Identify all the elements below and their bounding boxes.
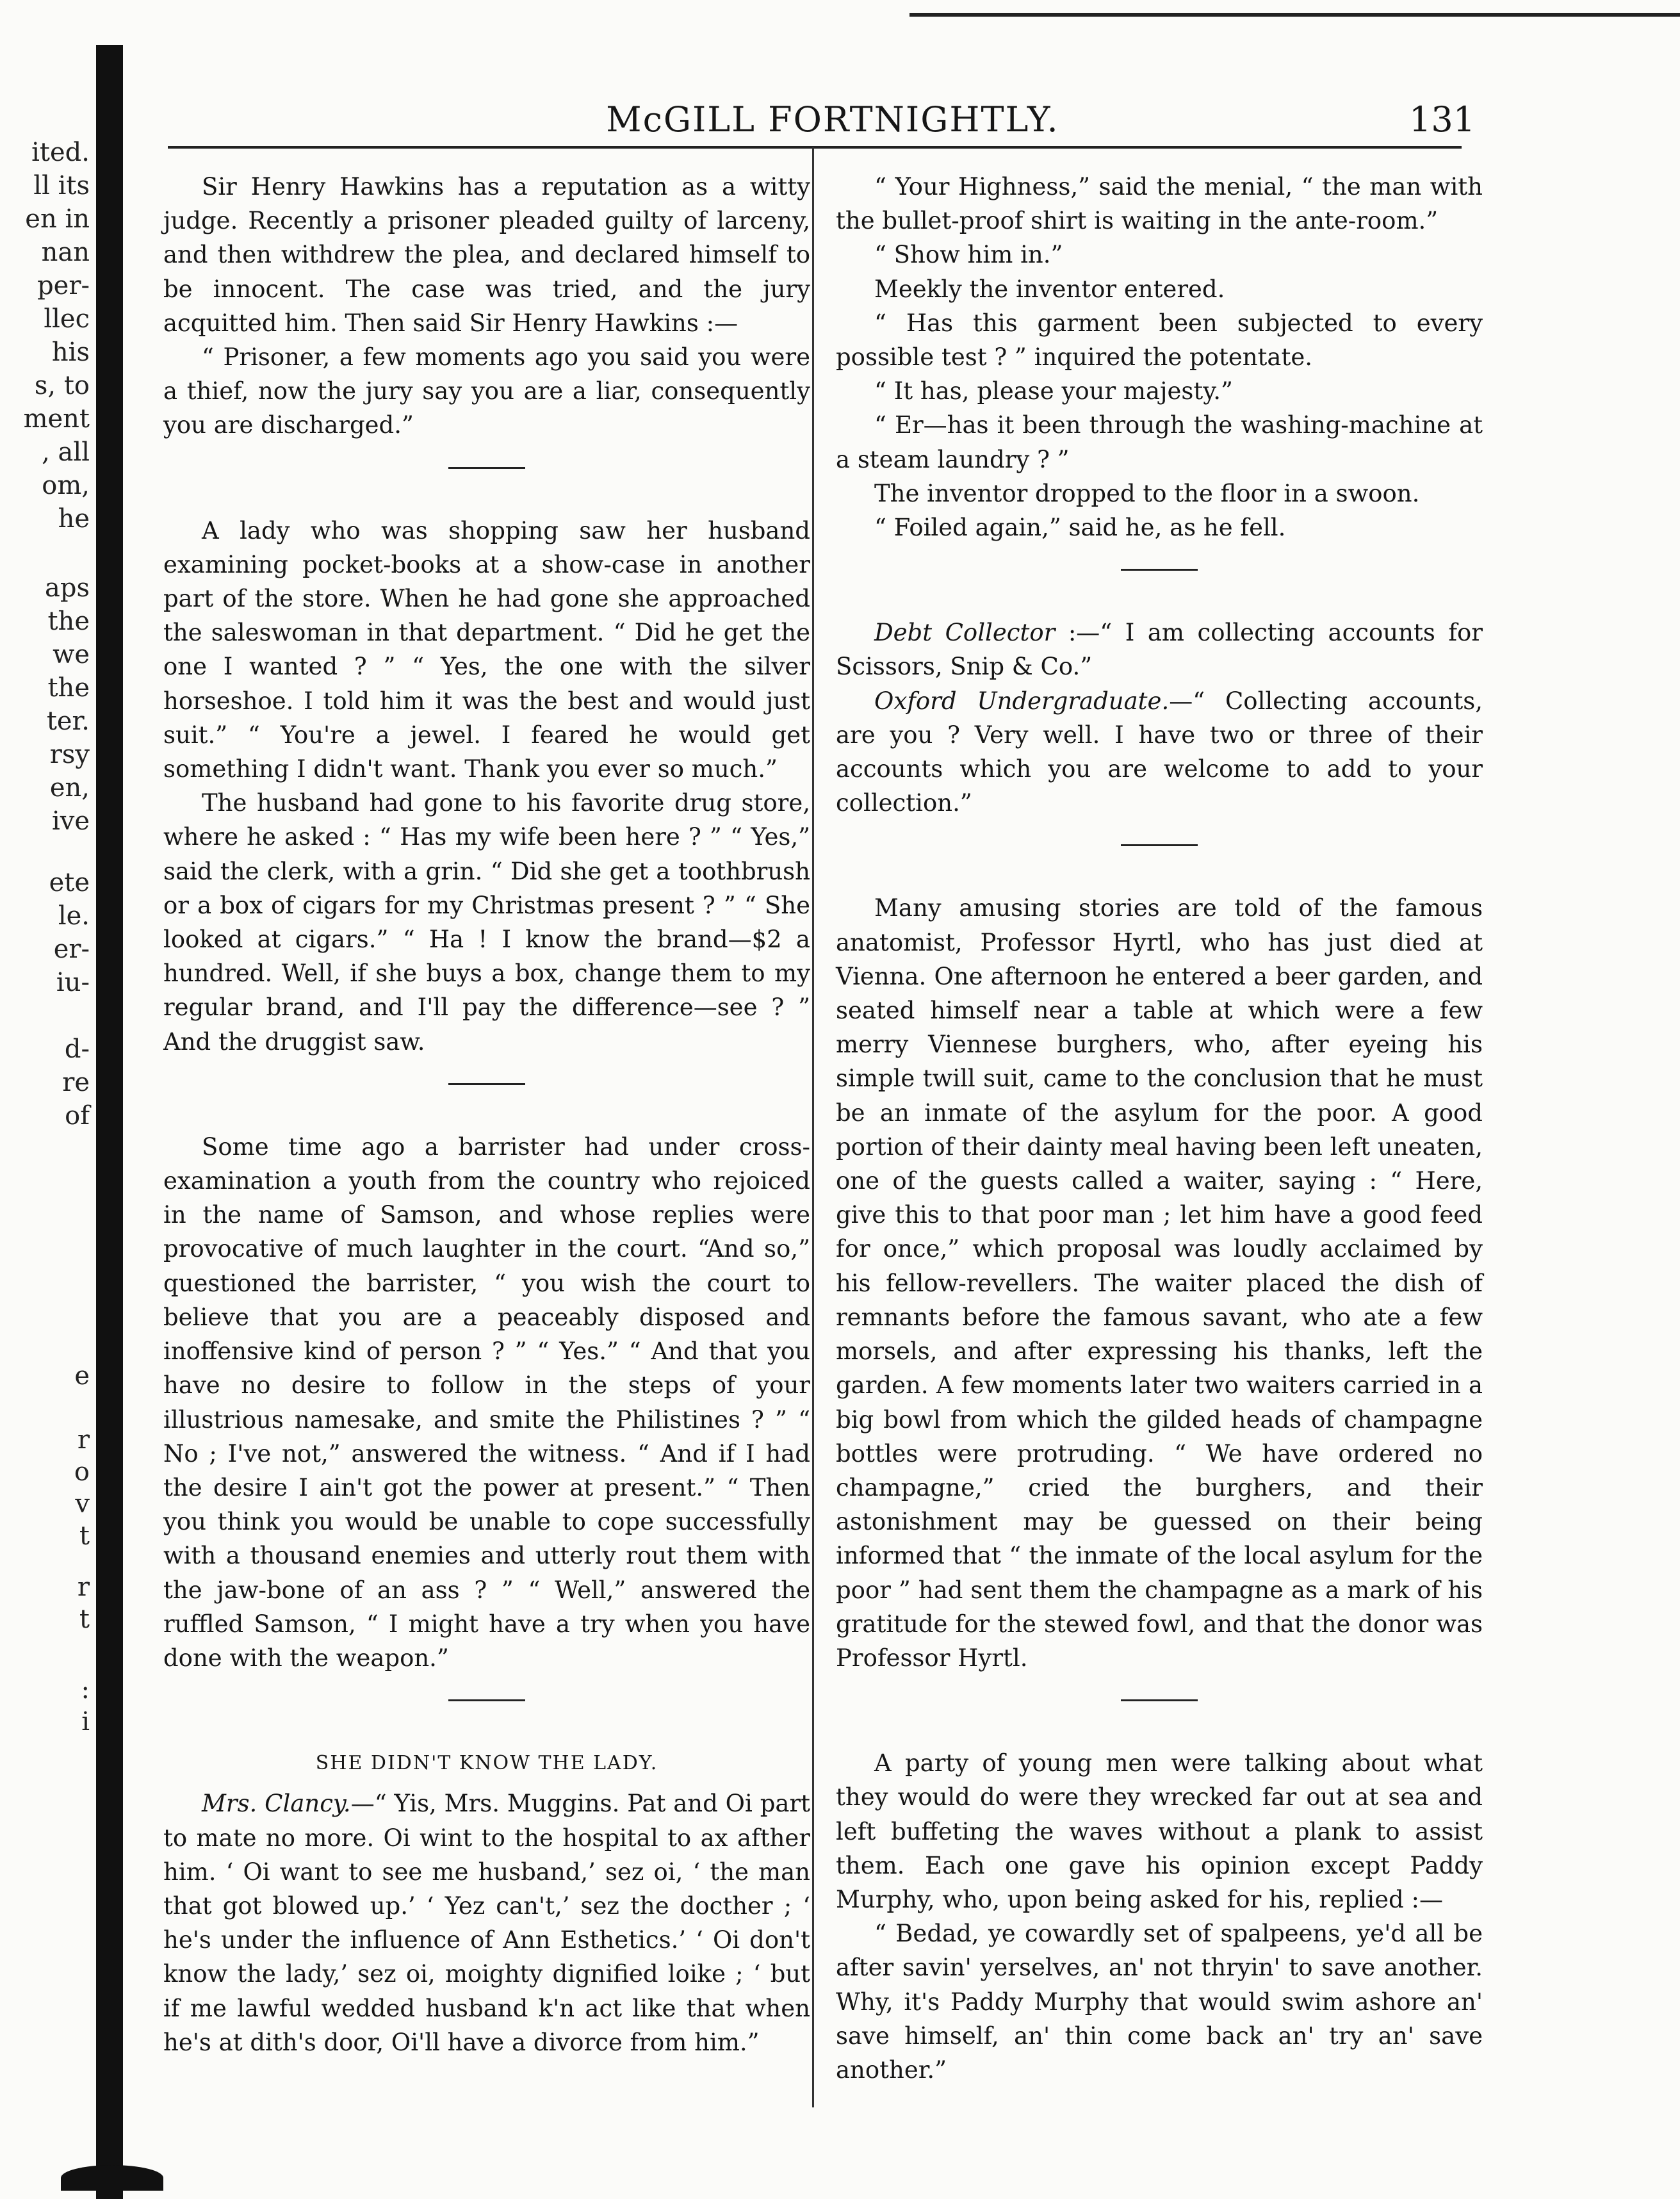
binding-gutter-foot [61, 2165, 163, 2191]
edge-fragment: t [79, 1605, 90, 1634]
edge-fragment: v [75, 1489, 90, 1519]
edge-fragment: : [81, 1675, 90, 1704]
murphy-paragraph-1: A party of young men were talking about what they would do were they wrecked far out at sea and left buffeting the waves without a plank to assist them. Each one gave his opinion except Paddy Murphy, who, upon being asked for his, replied :— [836, 1749, 1483, 1913]
edge-fragment: re [62, 1068, 90, 1097]
column-divider [812, 147, 814, 2107]
right-column [836, 170, 1483, 2087]
running-header-title: McGILL FORTNIGHTLY. [606, 99, 1059, 140]
shirt-line-6: “ Er—has it been through the washing-machine at a steam laundry ? ” [836, 411, 1483, 473]
edge-fragment: e [74, 1361, 90, 1391]
edge-fragment: en in [25, 204, 90, 234]
samson-paragraph: Some time ago a barrister had under cross-examination a youth from the country who rejoiced in the name of Samson, and whose replies were provocative of much laughter in the court. “And so,” questioned the barrister, “ you wish the court to believe that you are a peaceably disposed and inoffensive kind of person ? ” “ Yes.” “ And that you have no desire to follow in the steps of your illustrious namesake, and smite the Philistines ? ” “ No ; I've not,” answered the witness. “ And if I had the desire I ain't got the power at present.” “ Then you think you would be unable to cope successfully with a thousand enemies and utterly rout them with the jaw-bone of an ass ? ” “ Well,” answered the ruffled Samson, “ I might have a try when you have done with the weapon.” [163, 1132, 810, 1672]
top-edge-rule [909, 13, 1680, 17]
lady-text: —“ Yis, Mrs. Muggins. Pat and Oi part to mate no more. Oi wint to the hospital to ax afther him. ‘ Oi want to see me husband,’ sez oi, ‘ the man that got blowed up.’ ‘ Yez can't,’ sez the docther ; ‘ he's under the influence of Ann Esthetics.’ ‘ Oi don't know the lady,’ sez oi, moighty dignified loike ; ‘ but if me lawful wedded husband k'n act like that when he's at dith's door, Oi'll have a divorce from him.” [163, 1790, 810, 2056]
edge-fragment: ter. [46, 707, 90, 736]
speaker-name: Oxford Undergraduate. [874, 687, 1170, 715]
shirt-line-3: Meekly the inventor entered. [874, 275, 1225, 303]
header-rule [168, 146, 1462, 149]
section-separator [448, 467, 525, 469]
hawkins-paragraph-2: “ Prisoner, a few moments ago you said you were a thief, now the jury say you are a liar, consequently you are discharged.” [163, 343, 810, 439]
debt-paragraph-2 [836, 684, 1483, 821]
debt-text-2: —“ Collecting accounts, are you ? Very well. I have two or three of their accounts which you are welcome to add to your collection.” [836, 687, 1483, 817]
section-separator [448, 1083, 525, 1085]
edge-fragment: ment [23, 404, 90, 434]
edge-fragment: d- [64, 1034, 90, 1064]
pocketbook-paragraph-1: A lady who was shopping saw her husband examining pocket-books at a show-case in another part of the store. When he had gone she approached the saleswoman in that department. “ Did he get the one I wanted ? ” “ Yes, the one with the silver horseshoe. I told him it was the best and would just suit.” “ You're a jewel. I feared he would get something I didn't want. Thank you ever so much.” [163, 516, 810, 783]
edge-fragment: the [47, 673, 90, 703]
left-column [163, 170, 810, 2059]
edge-fragment: ive [51, 806, 90, 836]
shirt-line-4: “ Has this garment been subjected to every possible test ? ” inquired the potentate. [836, 309, 1483, 372]
debt-paragraph-1 [836, 616, 1483, 683]
edge-fragment: he [58, 504, 90, 534]
edge-fragment: iu- [56, 968, 90, 997]
shirt-line-1: “ Your Highness,” said the menial, “ the man with the bullet-proof shirt is waiting in the ante-room.” [836, 173, 1483, 235]
edge-fragment: le. [58, 901, 90, 931]
lady-paragraph [163, 1786, 810, 2059]
edge-fragment: er- [53, 935, 90, 964]
pocketbook-paragraph-2: The husband had gone to his favorite drug store, where he asked : “ Has my wife been here ? ” “ Yes,” said the clerk, with a grin. “ Did she get a toothbrush or a box of cigars for my Christmas present ? ” “ She looked at cigars.” “ Ha ! I know the brand—$2 a hundred. Well, if she buys a box, change them to my regular brand, and I'll pay the difference—see ? ” And the druggist saw. [163, 789, 810, 1056]
edge-fragment: the [47, 607, 90, 636]
shirt-line-7: The inventor dropped to the floor in a swoon. [874, 479, 1420, 507]
section-separator [1121, 844, 1198, 846]
section-separator [448, 1699, 525, 1701]
edge-fragment: o [74, 1457, 90, 1487]
hyrtl-paragraph: Many amusing stories are told of the famous anatomist, Professor Hyrtl, who has just died at Vienna. One afternoon he entered a beer garden, and seated himself near a table at which were a few merry Viennese burghers, who, after eyeing his simple twill suit, came to the conclusion that he must be an inmate of the asylum for the poor. A good portion of their dainty meal having been left uneaten, one of the guests called a waiter, saying : “ Here, give this to that poor man ; let him have a good feed for once,” which proposal was loudly acclaimed by his fellow-revellers. The waiter placed the dish of remnants before the famous savant, who ate a few morsels, and after expressing his thanks, left the garden. A few moments later two waiters carried in a big bowl from which the gilded heads of champagne bottles were protruding. “ We have ordered no champagne,” cried the burghers, and their astonishment may be guessed on their being informed that “ the inmate of the local asylum for the poor ” had sent them the champagne as a mark of his gratitude for the stewed fowl, and that the donor was Professor Hyrtl. [836, 894, 1483, 1672]
edge-fragment: per- [37, 271, 90, 300]
section-separator [1121, 1699, 1198, 1701]
edge-fragment: llec [44, 304, 90, 334]
speaker-name: Debt Collector [874, 619, 1056, 647]
edge-fragment: his [51, 338, 90, 367]
edge-fragment: , all [42, 437, 90, 467]
section-separator [1121, 569, 1198, 571]
speaker-name: Mrs. Clancy. [202, 1790, 351, 1818]
shirt-line-2: “ Show him in.” [874, 241, 1063, 269]
edge-fragment: s, to [34, 371, 90, 400]
edge-fragment: rsy [49, 740, 90, 769]
debt-text-1: :—“ I am collecting accounts for Scissors, Snip & Co.” [836, 619, 1483, 681]
edge-fragment: ll its [33, 171, 90, 200]
edge-fragment: aps [45, 573, 90, 603]
edge-fragment: we [53, 640, 90, 669]
article-heading: SHE DIDN'T KNOW THE LADY. [315, 1752, 658, 1775]
edge-fragment: of [65, 1101, 90, 1131]
edge-fragment: r [77, 1425, 90, 1455]
page-number: 131 [1409, 99, 1476, 140]
edge-fragment: nan [41, 238, 90, 267]
binding-gutter-shadow [96, 45, 123, 2199]
edge-fragment: r [77, 1573, 90, 1602]
edge-fragment: i [81, 1707, 90, 1737]
edge-fragment: en, [49, 773, 90, 803]
hawkins-paragraph-1: Sir Henry Hawkins has a reputation as a witty judge. Recently a prisoner pleaded guilty of larceny, and then withdrew the plea, and declared himself to be innocent. The case was tried, and the jury acquitted him. Then said Sir Henry Hawkins :— [163, 173, 810, 337]
edge-fragment: t [79, 1521, 90, 1551]
edge-fragment: om, [42, 471, 90, 500]
murphy-paragraph-2: “ Bedad, ye cowardly set of spalpeens, ye'd all be after savin' yerselves, an' not thryin' to save another. Why, it's Paddy Murphy that would swim ashore an' save himself, an' thin come back an' try an' save another.” [836, 1920, 1483, 2084]
shirt-line-8: “ Foiled again,” said he, as he fell. [874, 514, 1286, 542]
edge-fragment: ited. [31, 138, 90, 167]
shirt-line-5: “ It has, please your majesty.” [874, 377, 1233, 405]
edge-fragment: ete [49, 868, 90, 897]
